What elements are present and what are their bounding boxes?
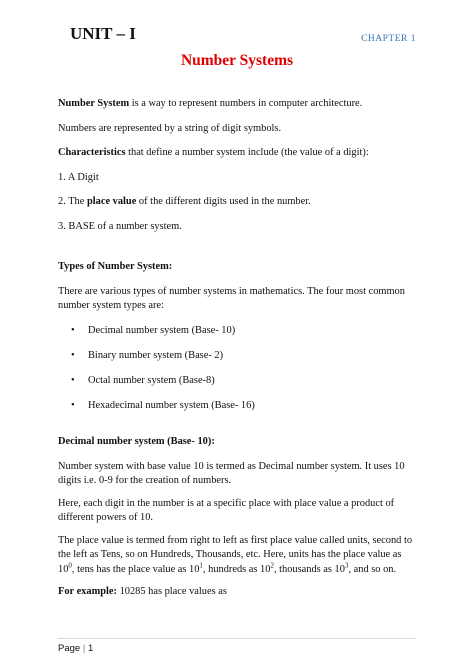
characteristics-term: Characteristics — [58, 147, 126, 158]
list-item: • Octal number system (Base-8) — [58, 374, 414, 389]
page-number: 1 — [87, 643, 94, 654]
definition-paragraph: Number System is a way to represent numbers in computer architecture. — [58, 98, 363, 109]
page-label: Page — [58, 643, 81, 654]
types-paragraph: There are various types of number systems in mathematics. The four most common number system types are: — [58, 285, 405, 311]
list-item: • Decimal number system (Base- 10) — [58, 324, 414, 339]
types-list — [58, 324, 414, 414]
representation-paragraph: Numbers are represented by a string of digit symbols. — [58, 122, 282, 134]
bullet-icon: • — [71, 399, 75, 411]
example-paragraph: For example: 10285 has place values as — [58, 586, 227, 598]
bullet-icon: • — [71, 374, 75, 386]
characteristics-paragraph: Characteristics that define a number system include (the value of a digit): — [58, 147, 369, 158]
page-title: Number Systems — [180, 52, 294, 69]
bullet-icon: • — [71, 349, 75, 361]
bullet-icon: • — [71, 324, 75, 336]
footer-separator: | — [82, 643, 86, 654]
body-content — [58, 97, 414, 610]
page-footer — [58, 643, 93, 654]
footer-divider — [58, 638, 416, 639]
characteristic-item-2: 2. The place value of the different digits used in the number. — [58, 196, 311, 207]
decimal-paragraph-3: The place value is termed from right to left as first place value called units, second to the left as Tens, so on Hundreds, Thousands, etc. Here, units has the place value as $10^0$, tens has the place value as $10^1$, hundreds as $10^2$, thousands as $10^3$, and so on. — [58, 534, 413, 575]
chapter-label: CHAPTER 1 — [361, 34, 416, 44]
example-label: For example: — [58, 586, 117, 598]
types-heading: Types of Number System: — [58, 261, 173, 272]
characteristic-item-1: 1. A Digit — [58, 171, 99, 183]
decimal-paragraph-2: Here, each digit in the number is at a specific place with place value a product of different powers of 10. — [58, 497, 395, 524]
definition-term: Number System — [58, 98, 130, 109]
list-item: • Binary number system (Base- 2) — [58, 349, 414, 364]
decimal-paragraph-1: Number system with base value 10 is termed as Decimal number system. It uses 10 digits i.e. 0-9 for the creation of numbers. — [58, 460, 405, 487]
decimal-heading: Decimal number system (Base- 10): — [58, 436, 215, 448]
characteristic-item-3: 3. BASE of a number system. — [58, 220, 182, 232]
list-item: • Hexadecimal number system (Base- 16) — [58, 399, 414, 414]
unit-heading: UNIT – I — [70, 24, 136, 43]
